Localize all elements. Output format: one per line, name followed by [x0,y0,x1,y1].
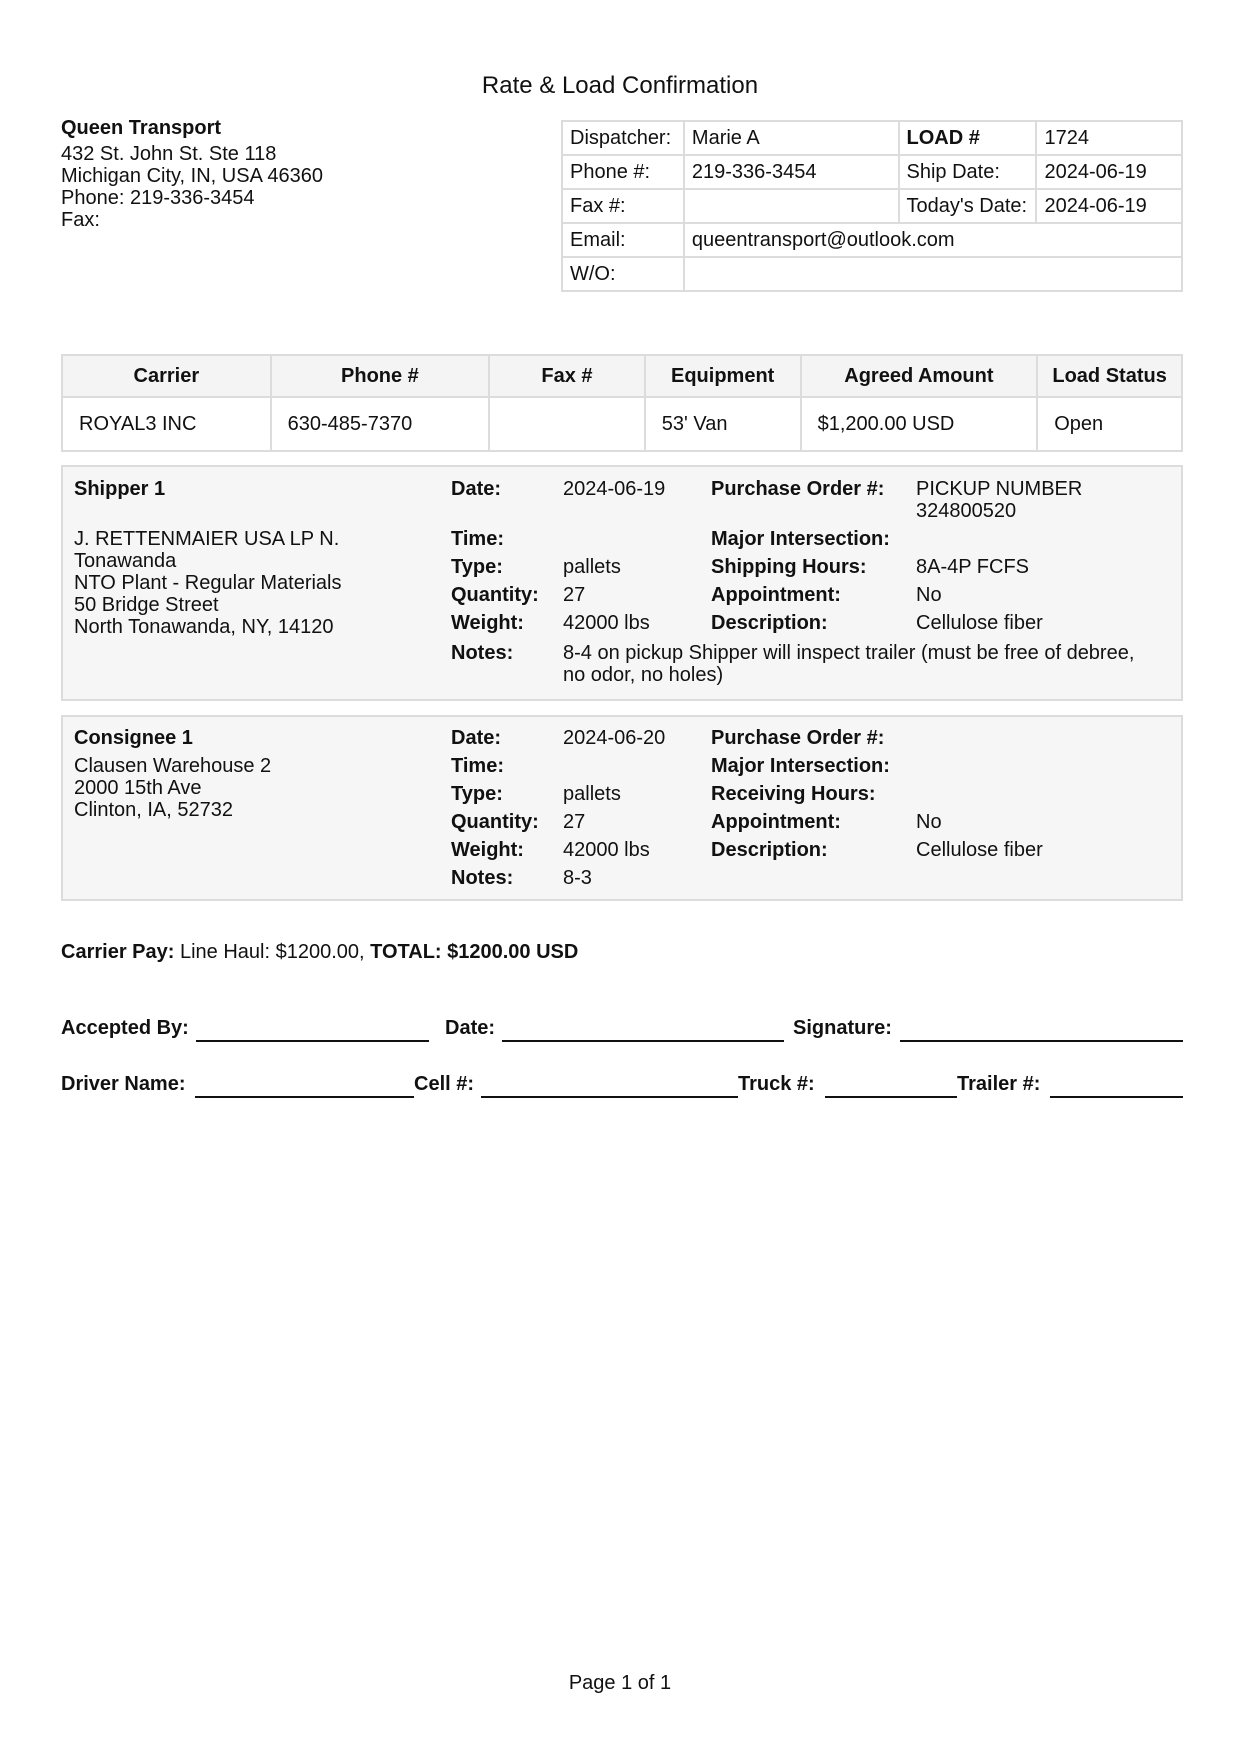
work-order-value [684,257,1182,291]
document-title: Rate & Load Confirmation [481,72,759,99]
carrier-phone-cell: 630-485-7370 [271,397,490,451]
accepted-date-field[interactable] [502,1040,784,1042]
consignee-date-label: Date: [451,727,502,749]
consignee-time-label: Time: [451,755,504,777]
load-status-cell: Open [1037,397,1182,451]
email-label: Email: [562,223,684,257]
consignee-type-value: pallets [563,783,621,805]
todays-date-label: Today's Date: [899,189,1037,223]
shipper-po-label: Purchase Order #: [711,478,885,500]
shipper-intersection-label: Major Intersection: [711,528,890,550]
consignee-description-label: Description: [711,839,828,861]
shipping-hours-label: Shipping Hours: [711,556,867,578]
shipper-notes-value [563,642,1134,686]
shipper-appointment-label: Appointment: [711,584,841,606]
shipper-weight-label: Weight: [451,612,524,634]
ship-date-value: 2024-06-19 [1036,155,1182,189]
shipper-address-line-5: North Tonawanda, NY, 14120 [74,616,334,638]
company-name: Queen Transport [61,117,222,139]
load-number-label: LOAD # [899,121,1037,155]
consignee-address-line-1: Clausen Warehouse 2 [74,755,272,777]
shipper-po-value [916,478,1082,522]
shipper-address-line-3: NTO Plant - Regular Materials [74,572,342,594]
consignee-po-label: Purchase Order #: [711,727,885,749]
shipper-weight-value: 42000 lbs [563,612,650,634]
line-haul-amount: Line Haul: $1200.00, [174,941,371,963]
driver-name-field[interactable] [195,1096,414,1098]
work-order-label: W/O: [562,257,684,291]
shipper-date-value: 2024-06-19 [563,478,666,500]
ship-date-label: Ship Date: [899,155,1037,189]
shipper-date-label: Date: [451,478,502,500]
shipper-appointment-value: No [916,584,942,606]
company-address-line-2: Michigan City, IN, USA 46360 [61,165,323,187]
load-status-header: Load Status [1037,355,1182,397]
shipper-time-label: Time: [451,528,504,550]
cell-label: Cell #: [414,1073,475,1095]
dispatch-phone-label: Phone #: [562,155,684,189]
shipper-po-line-2: 324800520 [916,500,1017,522]
todays-date-value: 2024-06-19 [1036,189,1182,223]
consignee-quantity-value: 27 [563,811,586,833]
email-value: queentransport@outlook.com [684,223,1182,257]
consignee-appointment-value: No [916,811,942,833]
page-number: Page 1 of 1 [568,1672,672,1694]
shipper-notes-label: Notes: [451,642,514,664]
trailer-field[interactable] [1050,1096,1183,1098]
consignee-appointment-label: Appointment: [711,811,841,833]
carrier-header: Carrier [62,355,271,397]
company-phone: Phone: 219-336-3454 [61,187,255,209]
consignee-weight-value: 42000 lbs [563,839,650,861]
load-number-value: 1724 [1036,121,1182,155]
accepted-by-label: Accepted By: [61,1017,189,1039]
consignee-header: Consignee 1 [74,727,193,749]
shipper-notes-line-1: 8-4 on pickup Shipper will inspect trailer (must be free of debree, [563,642,1135,664]
consignee-quantity-label: Quantity: [451,811,539,833]
shipper-type-value: pallets [563,556,621,578]
agreed-amount-header: Agreed Amount [801,355,1038,397]
shipper-name-line-2: Tonawanda [74,550,177,572]
consignee-address [74,755,271,821]
dispatch-phone-value: 219-336-3454 [684,155,899,189]
carrier-pay-label: Carrier Pay: [61,941,175,963]
shipping-hours-value: 8A-4P FCFS [916,556,1029,578]
consignee-description-value: Cellulose fiber [916,839,1043,861]
consignee-date-value: 2024-06-20 [563,727,666,749]
shipper-name-line-1: J. RETTENMAIER USA LP N. [74,528,340,550]
carrier-name-cell: ROYAL3 INC [62,397,271,451]
dispatcher-value: Marie A [684,121,899,155]
consignee-section [61,715,1183,901]
accepted-by-field[interactable] [196,1040,429,1042]
carrier-table [61,354,1183,452]
driver-name-label: Driver Name: [61,1073,186,1095]
shipper-quantity-value: 27 [563,584,586,606]
equipment-cell: 53' Van [645,397,801,451]
shipper-address [74,528,342,638]
shipper-po-line-1: PICKUP NUMBER [916,478,1083,500]
total-amount: TOTAL: $1200.00 USD [370,941,579,963]
shipper-section [61,465,1183,701]
consignee-notes-label: Notes: [451,867,514,889]
shipper-quantity-label: Quantity: [451,584,539,606]
carrier-table-header-row [62,355,1182,397]
consignee-weight-label: Weight: [451,839,524,861]
table-row [62,397,1182,451]
trailer-label: Trailer #: [957,1073,1041,1095]
truck-label: Truck #: [738,1073,815,1095]
shipper-address-line-4: 50 Bridge Street [74,594,219,616]
agreed-amount-cell: $1,200.00 USD [801,397,1038,451]
cell-field[interactable] [481,1096,738,1098]
consignee-address-line-3: Clinton, IA, 52732 [74,799,233,821]
carrier-pay-line [61,941,578,964]
consignee-address-line-2: 2000 15th Ave [74,777,202,799]
carrier-fax-cell [489,397,645,451]
signature-field[interactable] [900,1040,1183,1042]
carrier-phone-header: Phone # [271,355,490,397]
accepted-date-label: Date: [445,1017,496,1039]
shipper-description-value: Cellulose fiber [916,612,1043,634]
dispatch-fax-value [684,189,899,223]
company-fax: Fax: [61,209,100,231]
dispatch-info-table [561,120,1183,292]
receiving-hours-label: Receiving Hours: [711,783,876,805]
consignee-notes-value: 8-3 [563,867,592,889]
equipment-header: Equipment [645,355,801,397]
shipper-description-label: Description: [711,612,828,634]
shipper-notes-line-2: no odor, no holes) [563,664,724,686]
dispatcher-label: Dispatcher: [562,121,684,155]
consignee-intersection-label: Major Intersection: [711,755,890,777]
company-address-line-1: 432 St. John St. Ste 118 [61,143,277,165]
shipper-header: Shipper 1 [74,478,166,500]
dispatch-fax-label: Fax #: [562,189,684,223]
signature-label: Signature: [793,1017,892,1039]
truck-field[interactable] [825,1096,957,1098]
consignee-type-label: Type: [451,783,503,805]
company-block [61,117,323,231]
carrier-fax-header: Fax # [489,355,645,397]
shipper-type-label: Type: [451,556,503,578]
